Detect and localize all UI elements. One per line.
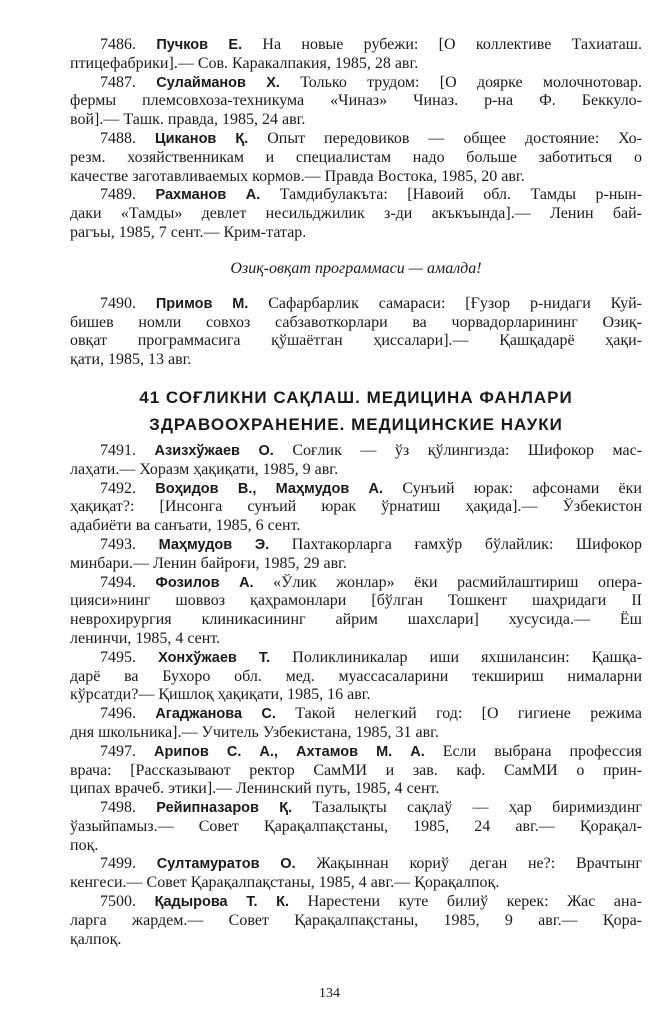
entry-number: 7496. bbox=[100, 705, 136, 723]
entry-text: Если выбрана профессия bbox=[442, 742, 642, 760]
entry-line: дня школьника].— Учитель Узбекистана, 1985, 31 авг. bbox=[70, 723, 439, 741]
entry-number: 7488. bbox=[100, 129, 136, 147]
entry-line bbox=[70, 855, 642, 874]
entry-number: 7494. bbox=[100, 573, 136, 591]
entry-line: ленинчи, 1985, 4 сент. bbox=[70, 629, 221, 647]
entry-line bbox=[70, 705, 642, 724]
entry-line: кўрсатди?— Қишлоқ ҳақиқати, 1985, 16 авг. bbox=[70, 686, 371, 704]
entry-line bbox=[70, 36, 642, 55]
bibliography-entry bbox=[70, 743, 642, 799]
entry-number: 7500. bbox=[100, 893, 136, 911]
entry-line: қати, 1985, 13 авг. bbox=[70, 351, 192, 369]
entry-line: цияси»нинг шоввоз қаҳрамонлари [бўлган Тошкент шаҳридаги II bbox=[70, 592, 642, 610]
entry-line: кенгеси.— Совет Қарақалпақстаны, 1985, 4 авг.— Қорақалпоқ. bbox=[70, 874, 500, 892]
entry-text: На новые рубежи: [О коллективе Тахиаташ. bbox=[262, 36, 642, 53]
section-heading-line-1: 41 СОҒЛИКНИ САҚЛАШ. МЕДИЦИНА ФАНЛАРИ bbox=[139, 387, 573, 407]
entry-line bbox=[70, 574, 642, 593]
entry-author: Рахманов А. bbox=[155, 187, 261, 204]
bibliography-entry bbox=[70, 855, 642, 893]
entries-block-3 bbox=[70, 442, 642, 950]
entry-author: Султамуратов О. bbox=[156, 856, 296, 873]
bibliography-entry bbox=[70, 186, 642, 242]
bibliography-entry bbox=[70, 649, 642, 705]
section-heading-line-2: ЗДРАВООХРАНЕНИЕ. МЕДИЦИНСКИЕ НАУКИ bbox=[149, 414, 563, 434]
entry-line: бишев номли совхоз сабзавоткорлари ва чорвадорларининг Озиқ- bbox=[70, 313, 642, 331]
entry-line bbox=[70, 130, 642, 149]
bibliography-entry bbox=[70, 799, 642, 855]
entry-author: Сулайманов Х. bbox=[156, 74, 280, 91]
entry-text: Нарестени куте билиў керек: Жас ана- bbox=[307, 893, 642, 911]
entry-text: Сафарбарлик самараси: [Ғузор р-нидаги Куй- bbox=[268, 294, 642, 312]
entry-line: вой].— Ташк. правда, 1985, 24 авг. bbox=[70, 111, 306, 129]
entry-text: Тамдибулакъта: [Навоий обл. Тамды р-нын- bbox=[279, 186, 642, 204]
entry-line: рагъы, 1985, 7 сент.— Крим-татар. bbox=[70, 223, 307, 241]
entry-line: врача: [Рассказывают ректор СамМИ и зав. каф. СамМИ о прин- bbox=[70, 761, 642, 779]
entry-text: Только трудом: [О доярке молочнотовар. bbox=[300, 73, 642, 91]
entry-text: «Ўлик жонлар» ёки расмийлаштириш опера- bbox=[273, 573, 642, 591]
entry-line bbox=[70, 743, 642, 762]
entry-line: адабиёти ва санъати, 1985, 6 сент. bbox=[70, 517, 301, 535]
entry-line: ўазыйпамыз.— Совет Қарақалпақстаны, 1985, 24 авг.— Қорақал- bbox=[70, 817, 642, 835]
entry-line: неврохирургия клиникасининг айрим шахслари] хусусида.— Ёш bbox=[70, 611, 642, 629]
entry-author: Фозилов А. bbox=[155, 574, 254, 591]
entry-text: Пахтакорларга ғамхўр бўлайлик: Шифокор bbox=[291, 535, 642, 553]
entry-line: качестве заготавливаемых кормов.— Правда Востока, 1985, 20 авг. bbox=[70, 167, 525, 185]
bibliography-entry bbox=[70, 705, 642, 743]
entry-text: Опыт передовиков — общее достояние: Хо- bbox=[267, 129, 642, 147]
entry-text: Поликлиникалар иши яхшилансин: Қашқа- bbox=[292, 648, 642, 666]
entries-block-2 bbox=[70, 295, 642, 370]
entry-line: фермы племсовхоза-техникума «Чиназ» Чиназ. р-на Ф. Беккуло- bbox=[70, 92, 642, 110]
entry-line bbox=[70, 480, 642, 499]
entry-line bbox=[70, 536, 642, 555]
entry-author: Азизхўжаев О. bbox=[154, 442, 274, 459]
entry-line bbox=[70, 186, 642, 205]
entry-number: 7489. bbox=[100, 186, 136, 204]
entry-author: Циканов Қ. bbox=[154, 130, 249, 147]
entry-author: Пучков Е. bbox=[156, 37, 243, 53]
entry-text: Сунъий юрак: афсонами ёки bbox=[402, 479, 642, 497]
bibliography-entry bbox=[70, 36, 642, 74]
section-heading bbox=[70, 384, 642, 438]
entry-author: Арипов С. А., Ахтамов М. А. bbox=[154, 743, 425, 760]
entry-author: Хонхўжаев Т. bbox=[158, 649, 271, 666]
entry-author: Маҳмудов Э. bbox=[158, 536, 270, 553]
bibliography-entry bbox=[70, 480, 642, 536]
subheading: Озиқ-овқат программаси — амалда! bbox=[230, 259, 482, 277]
entry-text: Тазалықты сақлаў — ҳар биримиздинг bbox=[312, 799, 642, 817]
entry-text: Такой нелегкий год: [О гигиене режима bbox=[295, 705, 642, 723]
entry-line: птицефабрики].— Сов. Каракалпакия, 1985, 28 авг. bbox=[70, 54, 419, 72]
bibliography-entry bbox=[70, 130, 642, 186]
entry-line: лаҳати.— Хоразм ҳақиқати, 1985, 9 авг. bbox=[70, 460, 339, 478]
entry-line: дарё ва Бухоро обл. мед. муассасаларини текшириш нималарни bbox=[70, 667, 642, 685]
entry-line: даки «Тамды» девлет несильджилик з-ди акъкъында].— Ленин бай- bbox=[70, 205, 642, 223]
bibliography-entry bbox=[70, 74, 642, 130]
entry-number: 7493. bbox=[100, 535, 136, 553]
document-page bbox=[70, 36, 642, 949]
entry-line: овқат программасига қўшаётган ҳиссалари].— Қашқадарё ҳақи- bbox=[70, 332, 642, 350]
entry-number: 7499. bbox=[100, 855, 136, 873]
entry-line: минбари.— Ленин байроғи, 1985, 29 авг. bbox=[70, 554, 347, 572]
bibliography-entry bbox=[70, 442, 642, 480]
entry-line: поқ. bbox=[70, 836, 99, 854]
entry-line: ципах врачеб. этики].— Ленинский путь, 1985, 4 сент. bbox=[70, 780, 440, 798]
bibliography-entry bbox=[70, 893, 642, 949]
entry-number: 7486. bbox=[100, 36, 136, 53]
entry-number: 7497. bbox=[100, 742, 136, 760]
entry-line bbox=[70, 893, 642, 912]
entry-number: 7490. bbox=[100, 294, 136, 312]
bibliography-entry bbox=[70, 574, 642, 649]
bibliography-entry bbox=[70, 295, 642, 370]
entry-author: Қадырова Т. К. bbox=[154, 894, 289, 911]
entry-author: Воҳидов В., Маҳмудов А. bbox=[155, 480, 384, 497]
entry-line bbox=[70, 799, 642, 818]
entry-number: 7495. bbox=[100, 648, 136, 666]
entry-number: 7492. bbox=[100, 479, 136, 497]
entry-line: қалпоқ. bbox=[70, 930, 122, 948]
entry-line: резм. хозяйственникам и специалистам надо больше заботиться о bbox=[70, 148, 642, 166]
entry-author: Примов М. bbox=[155, 295, 249, 312]
entry-line: ҳақиқат?: [Инсонга сунъий юрак ўрнатиш ҳақида].— Ўзбекистон bbox=[70, 498, 642, 516]
entry-line bbox=[70, 295, 642, 314]
entries-block-1 bbox=[70, 36, 642, 243]
entry-line: ларга жардем.— Совет Қарақалпақстаны, 1985, 9 авг.— Қора- bbox=[70, 911, 642, 929]
entry-line bbox=[70, 74, 642, 93]
entry-number: 7498. bbox=[100, 799, 136, 817]
entry-text: Жақыннан кориў деган не?: Врачтынг bbox=[316, 855, 642, 873]
entry-author: Агаджанова С. bbox=[155, 706, 276, 723]
entry-author: Рейипназаров Қ. bbox=[156, 800, 293, 817]
entry-line bbox=[70, 649, 642, 668]
entry-line bbox=[70, 442, 642, 461]
entry-number: 7491. bbox=[100, 441, 136, 459]
bibliography-entry bbox=[70, 536, 642, 574]
page-number: 134 bbox=[319, 986, 340, 1001]
entry-number: 7487. bbox=[100, 73, 136, 91]
entry-text: Соғлик — ўз қўлингизда: Шифокор мас- bbox=[292, 441, 642, 459]
